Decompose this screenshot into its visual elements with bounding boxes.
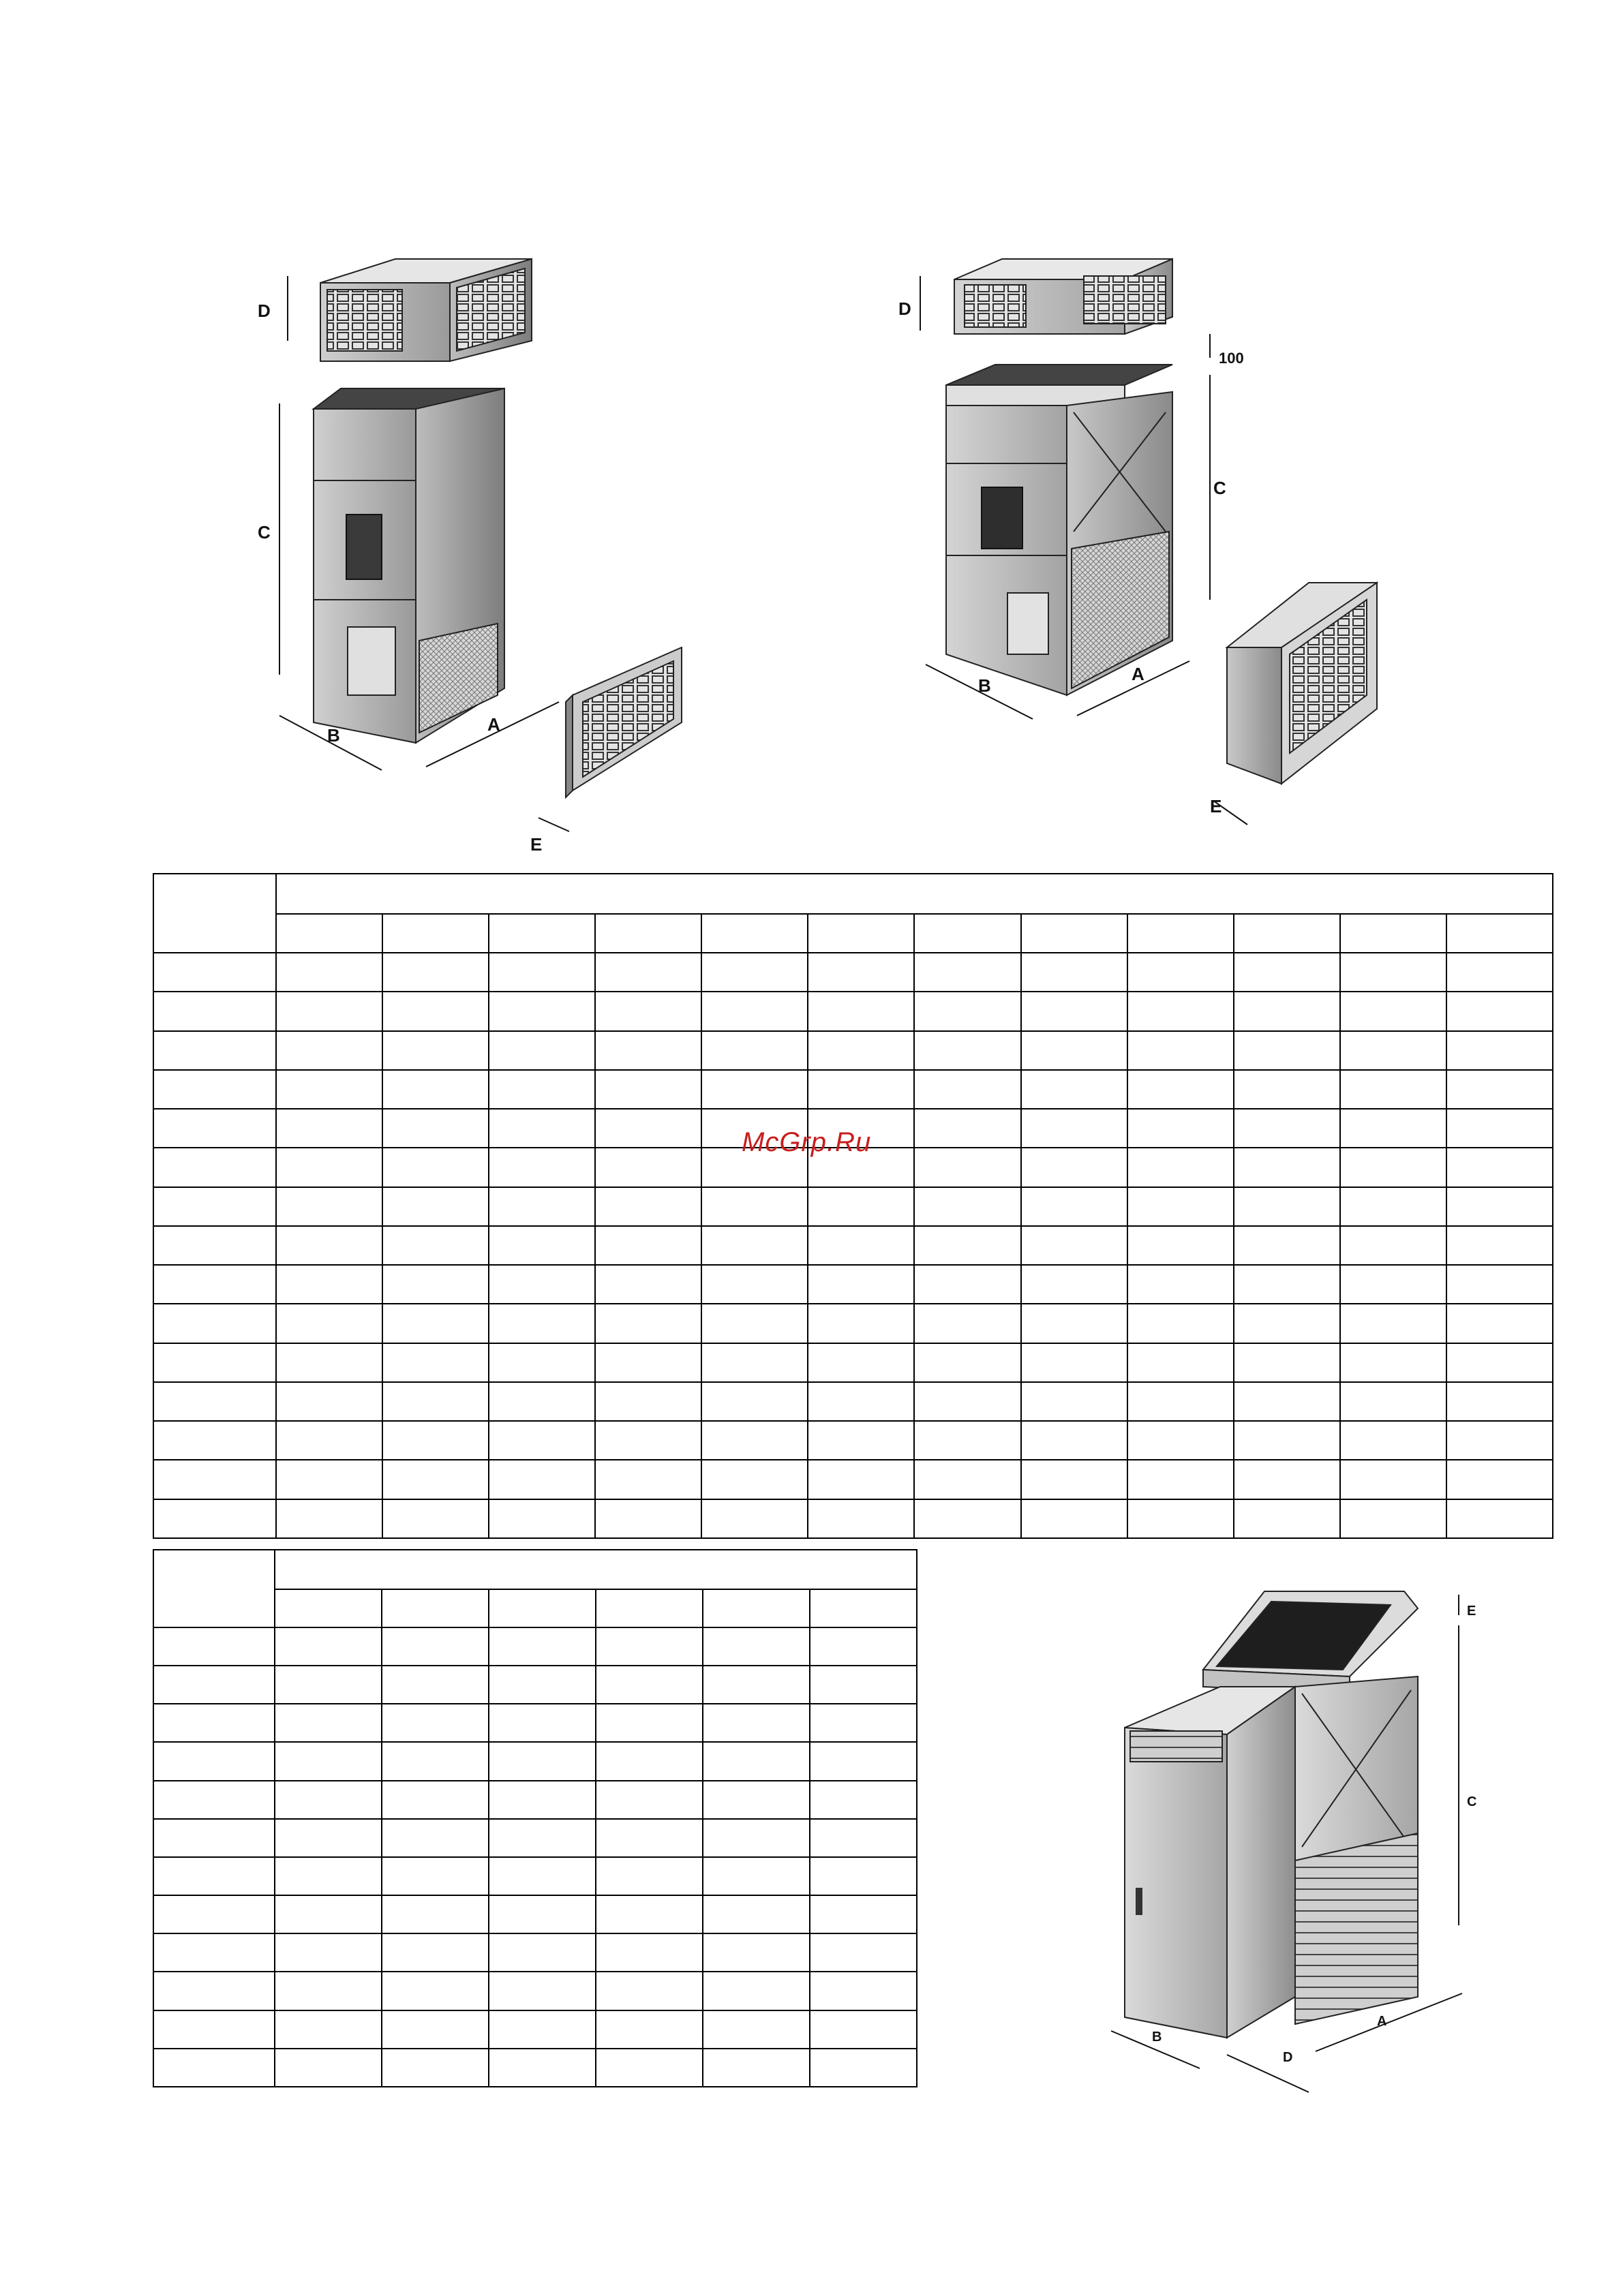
dim-label: B xyxy=(1152,2030,1162,2045)
table-row xyxy=(153,1857,917,1895)
dim-label: 100 xyxy=(1219,350,1244,367)
table-2-header-span xyxy=(275,1550,917,1589)
table-row xyxy=(153,1499,1553,1538)
plenum-box xyxy=(320,259,532,361)
table-row xyxy=(153,1704,917,1742)
watermark: McGrp.Ru xyxy=(742,1127,872,1157)
table-1-subheader-row xyxy=(153,914,1553,953)
dim-label: B xyxy=(978,675,991,696)
table-row xyxy=(153,1819,917,1857)
dim-label: E xyxy=(1210,796,1222,816)
table-row xyxy=(153,1265,1553,1304)
table-1-corner-cell xyxy=(153,874,276,953)
table-row xyxy=(153,1031,1553,1070)
return-grille xyxy=(566,647,682,797)
table-row xyxy=(153,1781,917,1819)
dim-label: D xyxy=(258,301,271,321)
table-1-header-span xyxy=(276,874,1553,914)
cabinet xyxy=(314,388,504,743)
table-row xyxy=(153,1382,1553,1421)
dim-label: A xyxy=(1377,2014,1387,2029)
table-row xyxy=(153,1895,917,1933)
table-2-corner-cell xyxy=(153,1550,275,1627)
filter-section xyxy=(1227,583,1377,784)
table-row xyxy=(153,1933,917,1972)
table-row xyxy=(153,1187,1553,1226)
table-row xyxy=(153,1070,1553,1109)
dim-label: E xyxy=(1467,1604,1476,1619)
dim-label: E xyxy=(530,834,543,855)
dimensions-table-1 xyxy=(153,873,1553,1539)
table-row xyxy=(153,2010,917,2049)
table-row xyxy=(153,1304,1553,1343)
table-row xyxy=(153,2049,917,2087)
dim-label: C xyxy=(258,522,271,542)
table-row xyxy=(153,1343,1553,1382)
dim-label: D xyxy=(1283,2050,1293,2065)
dim-label: D xyxy=(898,299,911,319)
cabinet xyxy=(946,365,1172,695)
dim-label: A xyxy=(1132,664,1144,684)
dim-label: A xyxy=(487,714,500,735)
table-row xyxy=(153,1972,917,2010)
table-row xyxy=(153,1460,1553,1499)
table-row xyxy=(153,1226,1553,1265)
table-row xyxy=(153,953,1553,992)
plenum-box xyxy=(954,259,1172,334)
table-row xyxy=(153,1421,1553,1460)
table-row xyxy=(153,1742,917,1780)
dim-label: B xyxy=(327,725,340,746)
roof-plenum xyxy=(1203,1591,1418,1694)
dim-label: C xyxy=(1213,478,1226,498)
unit-1-diagram xyxy=(245,245,723,872)
cabinet xyxy=(1125,1677,1418,2038)
table-row xyxy=(153,992,1553,1030)
table-row xyxy=(153,1627,917,1666)
unit-3-diagram xyxy=(1091,1574,1500,2113)
dim-label: C xyxy=(1467,1794,1477,1809)
unit-2-diagram xyxy=(886,245,1404,845)
table-row xyxy=(153,1666,917,1704)
dimensions-table-2 xyxy=(153,1549,917,2087)
